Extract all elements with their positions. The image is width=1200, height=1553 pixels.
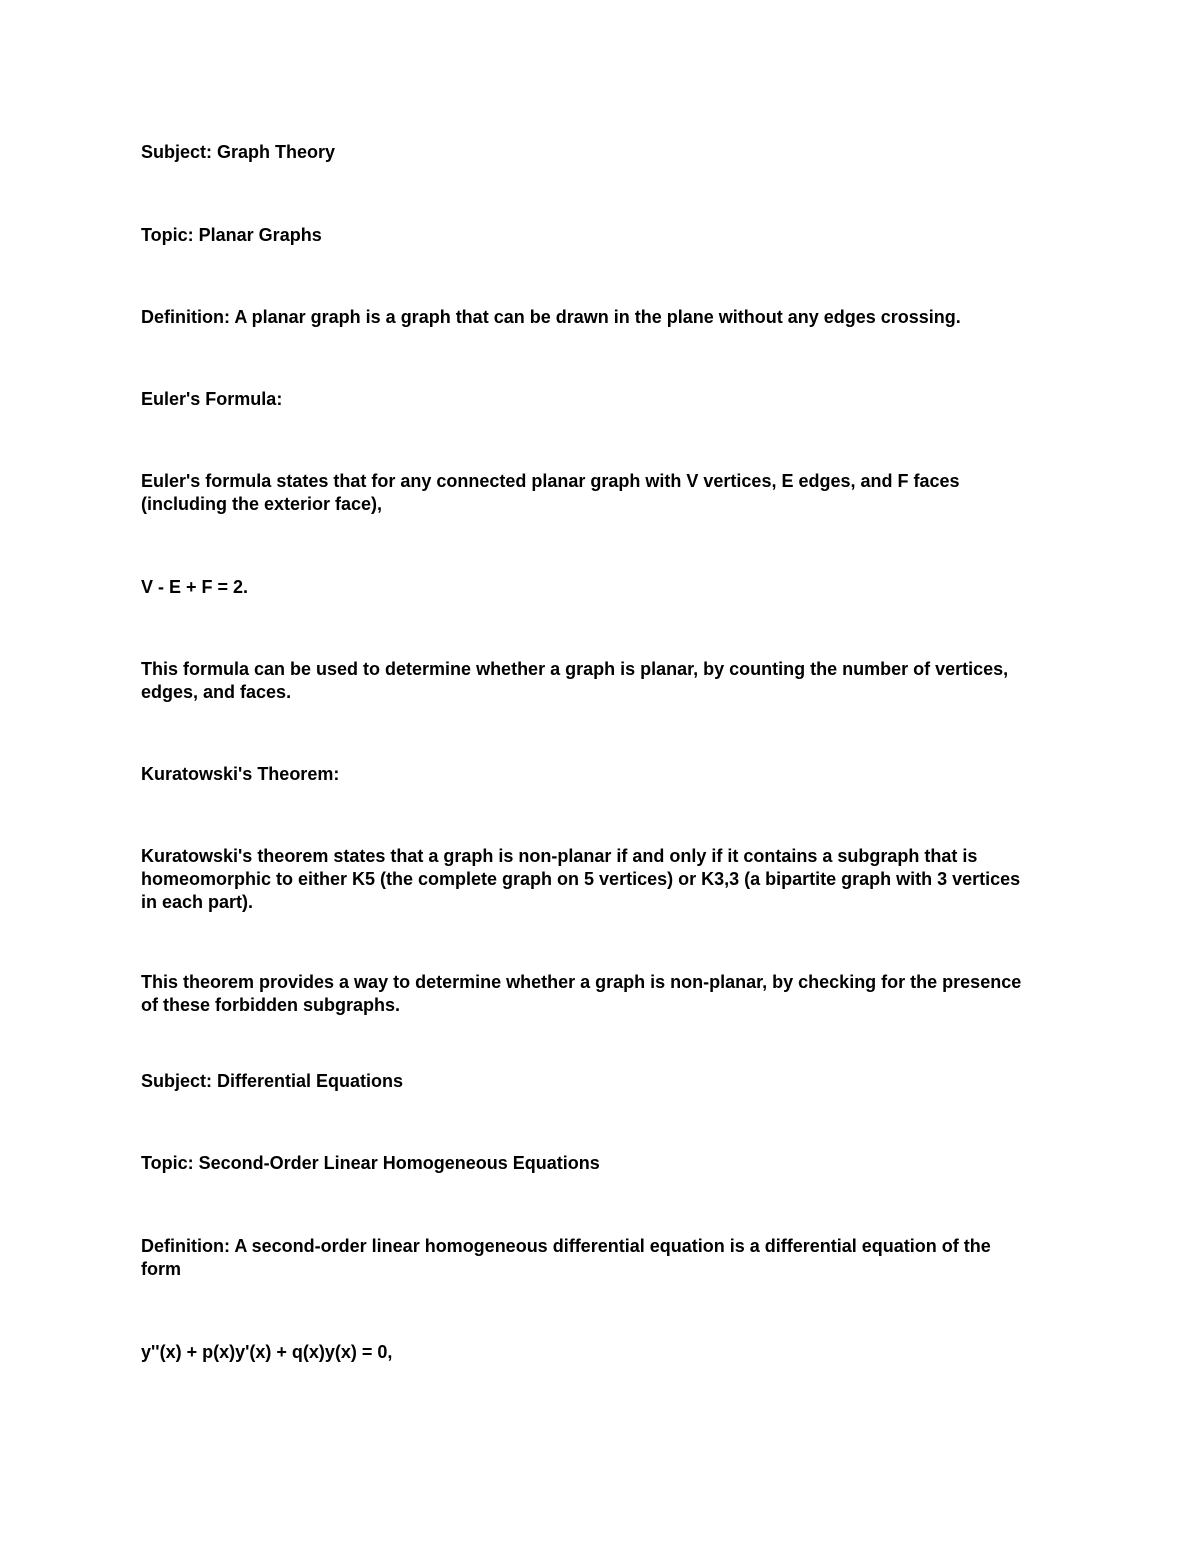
text-line: Kuratowski's Theorem: [141,764,340,784]
text-line: This formula can be used to determine whether a graph is planar, by counting the number of vertices, [141,659,1009,679]
text-line: Definition: A planar graph is a graph that can be drawn in the plane without any edges crossing. [141,307,961,327]
text-line: homeomorphic to either K5 (the complete graph on 5 vertices) or K3,3 (a bipartite graph with 3 vertices [141,869,1021,889]
second-order-equation [141,1341,1061,1364]
definition-planar-graph [141,306,1061,329]
text-line: form [141,1259,181,1279]
text-line: Subject: Differential Equations [141,1071,404,1091]
text-line: Euler's Formula: [141,389,283,409]
text-line: y''(x) + p(x)y'(x) + q(x)y(x) = 0, [141,1342,393,1362]
subject-graph-theory [141,141,1061,164]
topic-second-order [141,1152,1061,1175]
subject-differential-equations [141,1070,1061,1093]
text-line: This theorem provides a way to determine whether a graph is non-planar, by checking for the presence [141,972,1022,992]
text-line: Definition: A second-order linear homogeneous differential equation is a differential equation of the [141,1236,991,1256]
eulers-formula-usage [141,658,1061,704]
text-line: (including the exterior face), [141,494,383,514]
eulers-formula-statement [141,470,1061,516]
text-line: Topic: Second-Order Linear Homogeneous Equations [141,1153,600,1173]
eulers-formula-equation [141,576,1061,599]
text-line: Kuratowski's theorem states that a graph is non-planar if and only if it contains a subgraph that is [141,846,978,866]
text-line: Subject: Graph Theory [141,142,336,162]
text-line: Topic: Planar Graphs [141,225,322,245]
eulers-formula-heading [141,388,1061,411]
text-line: in each part). [141,892,254,912]
kuratowski-heading [141,763,1061,786]
topic-planar-graphs [141,224,1061,247]
text-line: of these forbidden subgraphs. [141,995,401,1015]
kuratowski-usage [141,971,1061,1017]
kuratowski-statement [141,845,1061,914]
text-line: Euler's formula states that for any connected planar graph with V vertices, E edges, and F faces [141,471,960,491]
definition-second-order [141,1235,1061,1281]
text-line: edges, and faces. [141,682,292,702]
text-line: V - E + F = 2. [141,577,249,597]
